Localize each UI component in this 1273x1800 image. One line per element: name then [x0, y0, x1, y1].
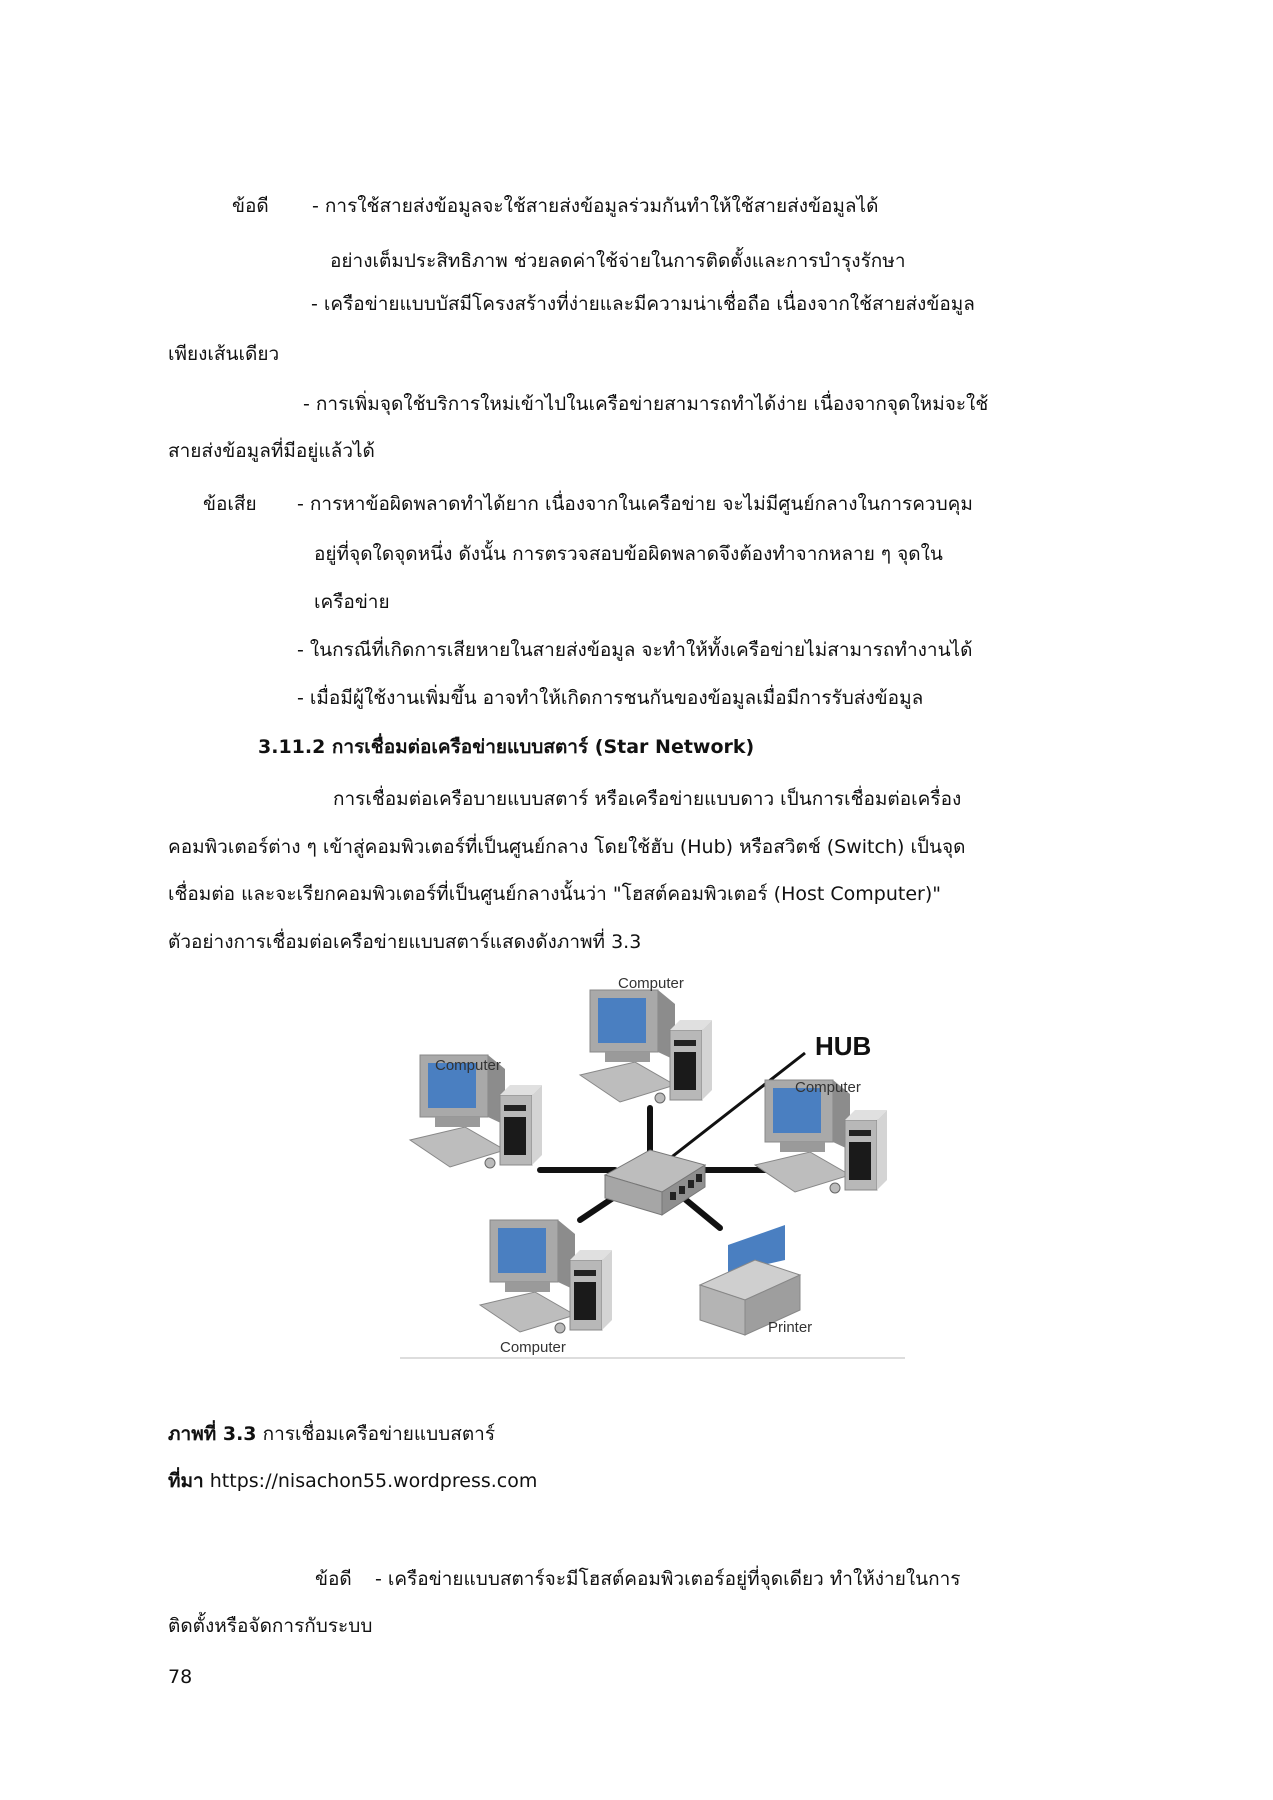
- advantage-item-2-line-1: - เครือข่ายแบบบัสมีโครงสร้างที่ง่ายและมีความน่าเชื่อถือ เนื่องจากใช้สายส่งข้อมูล: [311, 293, 975, 315]
- source-prefix: ที่มา: [168, 1470, 204, 1492]
- source-text: https://nisachon55.wordpress.com: [209, 1470, 538, 1492]
- figure-source: [168, 1467, 537, 1495]
- computer-bottom-icon: [480, 1220, 612, 1333]
- figure-caption: [168, 1420, 495, 1448]
- star-network-figure: [400, 970, 905, 1360]
- advantage-item-3-line-2: สายส่งข้อมูลที่มีอยู่แล้วได้: [168, 440, 375, 462]
- disadvantage-item-1-line-1: - การหาข้อผิดพลาดทำได้ยาก เนื่องจากในเครือข่าย จะไม่มีศูนย์กลางในการควบคุม: [297, 493, 973, 515]
- star-advantage-line-2: ติดตั้งหรือจัดการกับระบบ: [168, 1615, 373, 1637]
- section-heading: 3.11.2 การเชื่อมต่อเครือข่ายแบบสตาร์ (Star Network): [258, 736, 755, 758]
- page-number: 78: [168, 1666, 193, 1688]
- advantage-item-3-line-1: - การเพิ่มจุดใช้บริการใหม่เข้าไปในเครือข่ายสามารถทำได้ง่าย เนื่องจากจุดใหม่จะใช้: [303, 393, 989, 415]
- advantage-item-1-line-2: อย่างเต็มประสิทธิภาพ ช่วยลดค่าใช้จ่ายในการติดตั้งและการบำรุงรักษา: [330, 250, 906, 272]
- star-advantage-line-1: - เครือข่ายแบบสตาร์จะมีโฮสต์คอมพิวเตอร์อยู่ที่จุดเดียว ทำให้ง่ายในการ: [375, 1568, 961, 1590]
- label-bottom-computer: Computer: [500, 1339, 566, 1356]
- label-hub: HUB: [815, 1031, 872, 1061]
- computer-right-icon: [755, 1080, 887, 1193]
- computer-top-icon: [580, 990, 712, 1103]
- caption-prefix: ภาพที่ 3.3: [168, 1423, 257, 1445]
- disadvantage-item-2: - ในกรณีที่เกิดการเสียหายในสายส่งข้อมูล จะทำให้ทั้งเครือข่ายไม่สามารถทำงานได้: [297, 639, 973, 661]
- disadvantage-item-1-line-3: เครือข่าย: [314, 591, 390, 613]
- label-printer: Printer: [768, 1319, 813, 1336]
- paragraph-line-1: การเชื่อมต่อเครือบายแบบสตาร์ หรือเครือข่ายแบบดาว เป็นการเชื่อมต่อเครื่อง: [333, 788, 962, 810]
- advantages-label: ข้อดี: [232, 195, 269, 217]
- star-advantages-label: ข้อดี: [315, 1568, 352, 1590]
- disadvantage-item-3: - เมื่อมีผู้ใช้งานเพิ่มขึ้น อาจทำให้เกิดการชนกันของข้อมูลเมื่อมีการรับส่งข้อมูล: [297, 687, 924, 709]
- label-right-computer: Computer: [795, 1079, 861, 1096]
- advantage-item-2-line-2: เพียงเส้นเดียว: [168, 343, 280, 365]
- disadvantage-item-1-line-2: อยู่ที่จุดใดจุดหนึ่ง ดังนั้น การตรวจสอบข้อผิดพลาดจึงต้องทำจากหลาย ๆ จุดใน: [314, 543, 943, 565]
- label-left-computer: Computer: [435, 1057, 501, 1074]
- advantage-item-1-line-1: - การใช้สายส่งข้อมูลจะใช้สายส่งข้อมูลร่วมกันทำให้ใช้สายส่งข้อมูลได้: [312, 195, 879, 217]
- caption-text: การเชื่อมเครือข่ายแบบสตาร์: [262, 1423, 496, 1445]
- disadvantages-label: ข้อเสีย: [203, 493, 257, 515]
- paragraph-line-2: คอมพิวเตอร์ต่าง ๆ เข้าสู่คอมพิวเตอร์ที่เป็นศูนย์กลาง โดยใช้ฮับ (Hub) หรือสวิตช์ (Switch) เป็นจุด: [168, 836, 966, 858]
- paragraph-line-4: ตัวอย่างการเชื่อมต่อเครือข่ายแบบสตาร์แสดงดังภาพที่ 3.3: [168, 931, 642, 953]
- paragraph-line-3: เชื่อมต่อ และจะเรียกคอมพิวเตอร์ที่เป็นศูนย์กลางนั้นว่า "โฮสต์คอมพิวเตอร์ (Host Computer)": [168, 883, 941, 905]
- label-top-computer: Computer: [618, 975, 684, 992]
